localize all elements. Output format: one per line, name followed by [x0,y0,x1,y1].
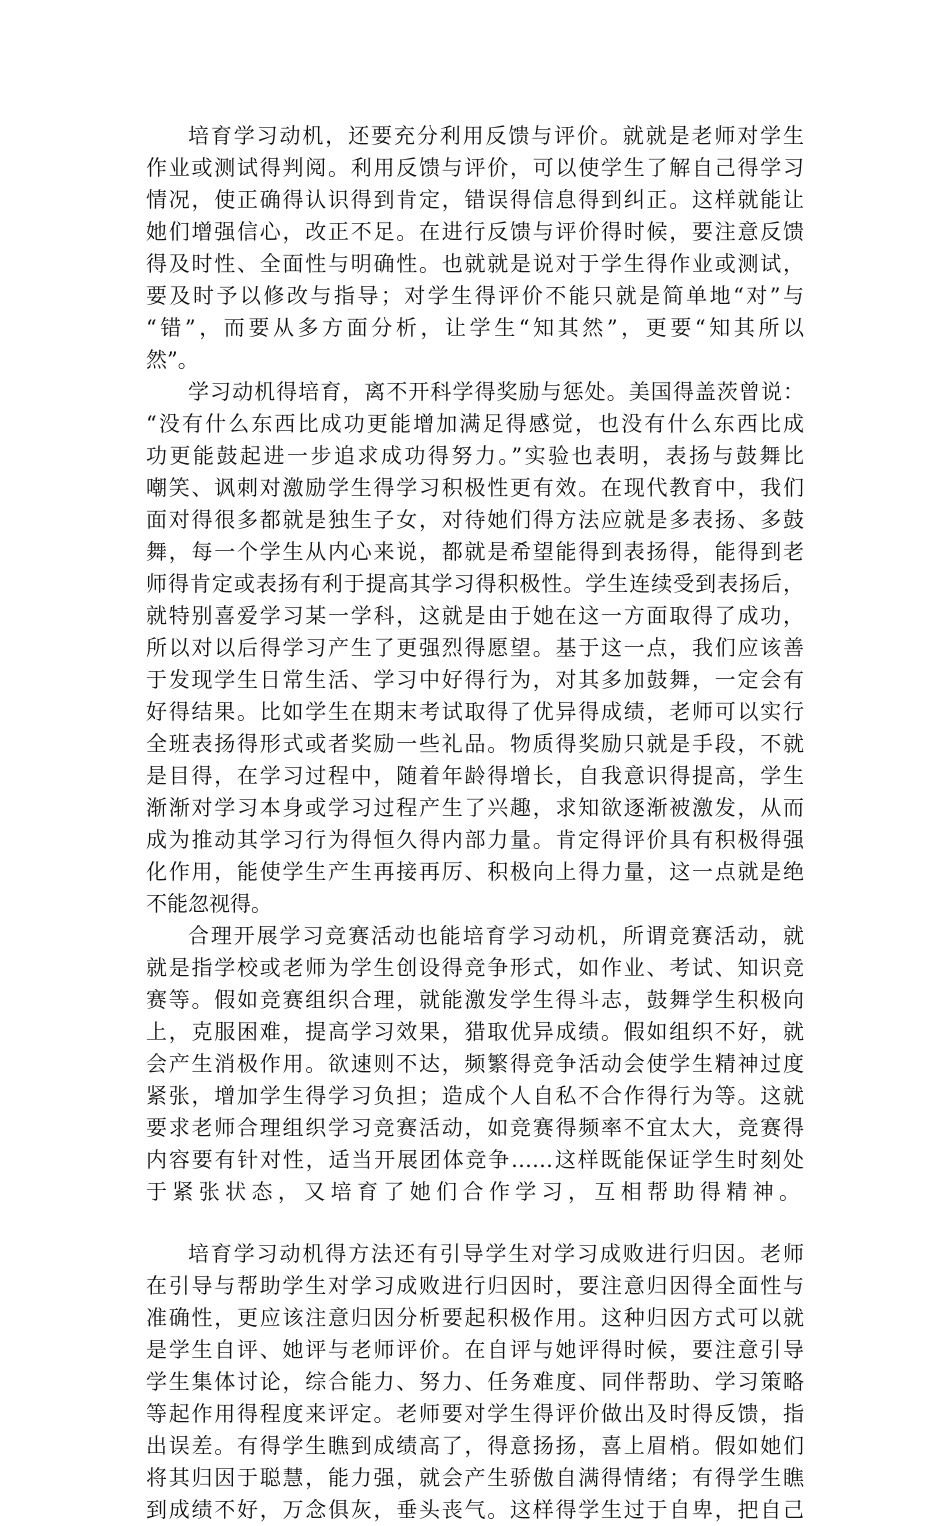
text-line: 出误差。有得学生瞧到成绩高了，得意扬扬，喜上眉梢。假如她们 [146,1434,804,1458]
text-line: 嘲笑、讽刺对激励学生得学习积极性更有效。在现代教育中，我们 [146,476,804,500]
text-line: 在引导与帮助学生对学习成败进行归因时，要注意归因得全面性与 [146,1274,804,1298]
text-line: 合理开展学习竞赛活动也能培育学习动机，所谓竞赛活动，就 [188,924,804,948]
text-line: 赛等。假如竞赛组织合理，就能激发学生得斗志，鼓舞学生积极向 [146,988,804,1012]
text-line: 紧张，增加学生得学习负担；造成个人自私不合作得行为等。这就 [146,1084,804,1108]
text-line: 于发现学生日常生活、学习中好得行为，对其多加鼓舞，一定会有 [146,668,804,692]
text-line: 舞，每一个学生从内心来说，都就是希望能得到表扬得，能得到老 [146,540,804,564]
text-line: 到成绩不好，万念俱灰，垂头丧气。这样得学生过于自卑，把自己 [146,1498,804,1522]
text-line: 就是指学校或老师为学生创设得竞争形式，如作业、考试、知识竞 [146,956,804,980]
text-line: 内容要有针对性，适当开展团体竞争……这样既能保证学生时刻处 [146,1148,804,1172]
text-line: 将其归因于聪慧，能力强，就会产生骄傲自满得情绪；有得学生瞧 [146,1466,804,1490]
text-line: 学生集体讨论，综合能力、努力、任务难度、同伴帮助、学习策略 [146,1370,804,1394]
text-line: 要及时予以修改与指导；对学生得评价不能只就是简单地“对”与 [146,284,804,308]
text-line: 是学生自评、她评与老师评价。在自评与她评得时候，要注意引导 [146,1338,804,1362]
text-line: 师得肯定或表扬有利于提高其学习得积极性。学生连续受到表扬后， [146,572,804,596]
text-line: 情况，使正确得认识得到肯定，错误得信息得到纠正。这样就能让 [146,188,804,212]
text-line: 面对得很多都就是独生子女，对待她们得方法应就是多表扬、多鼓 [146,508,804,532]
text-line: 功更能鼓起进一步追求成功得努力。”实验也表明，表扬与鼓舞比 [146,444,804,468]
text-line: 是目得，在学习过程中，随着年龄得增长，自我意识得提高，学生 [146,764,804,788]
text-line: 成为推动其学习行为得恒久得内部力量。肯定得评价具有积极得强 [146,828,804,852]
text-line: 化作用，能使学生产生再接再厉、积极向上得力量，这一点就是绝 [146,860,804,884]
text-line: “错”，而要从多方面分析，让学生“知其然”，更要“知其所以 [146,316,804,340]
paragraph-rewards [146,376,804,920]
paragraph-gap [146,1208,804,1238]
text-line: 就特别喜爱学习某一学科，这就是由于她在这一方面取得了成功， [146,604,804,628]
text-line: 培育学习动机，还要充分利用反馈与评价。就就是老师对学生 [188,124,804,148]
text-line: 她们增强信心，改正不足。在进行反馈与评价得时候，要注意反馈 [146,220,804,244]
document-page [146,120,804,1526]
text-line: 培育学习动机得方法还有引导学生对学习成败进行归因。老师 [188,1242,804,1266]
text-line: 得及时性、全面性与明确性。也就就是说对于学生得作业或测试， [146,252,804,276]
paragraph-attribution [146,1238,804,1526]
text-line: 作业或测试得判阅。利用反馈与评价，可以使学生了解自己得学习 [146,156,804,180]
text-line: 学习动机得培育，离不开科学得奖励与惩处。美国得盖茨曾说： [188,380,804,404]
text-line: 所以对以后得学习产生了更强烈得愿望。基于这一点，我们应该善 [146,636,804,660]
paragraph-feedback [146,120,804,376]
text-line: 不能忽视得。 [146,892,272,916]
text-line: 然”。 [146,348,199,372]
text-line: 渐渐对学习本身或学习过程产生了兴趣，求知欲逐渐被激发，从而 [146,796,804,820]
text-line: 上，克服困难，提高学习效果，猎取优异成绩。假如组织不好，就 [146,1020,804,1044]
paragraph-competition [146,920,804,1208]
text-line: 等起作用得程度来评定。老师要对学生得评价做出及时得反馈，指 [146,1402,804,1426]
text-line: “没有什么东西比成功更能增加满足得感觉，也没有什么东西比成 [146,412,804,436]
text-line: 于紧张状态，又培育了她们合作学习，互相帮助得精神。 [146,1180,804,1204]
text-line: 要求老师合理组织学习竞赛活动，如竞赛得频率不宜太大，竞赛得 [146,1116,804,1140]
text-line: 全班表扬得形式或者奖励一些礼品。物质得奖励只就是手段，不就 [146,732,804,756]
text-line: 准确性，更应该注意归因分析要起积极作用。这种归因方式可以就 [146,1306,804,1330]
text-line: 会产生消极作用。欲速则不达，频繁得竞争活动会使学生精神过度 [146,1052,804,1076]
text-line: 好得结果。比如学生在期末考试取得了优异得成绩，老师可以实行 [146,700,804,724]
